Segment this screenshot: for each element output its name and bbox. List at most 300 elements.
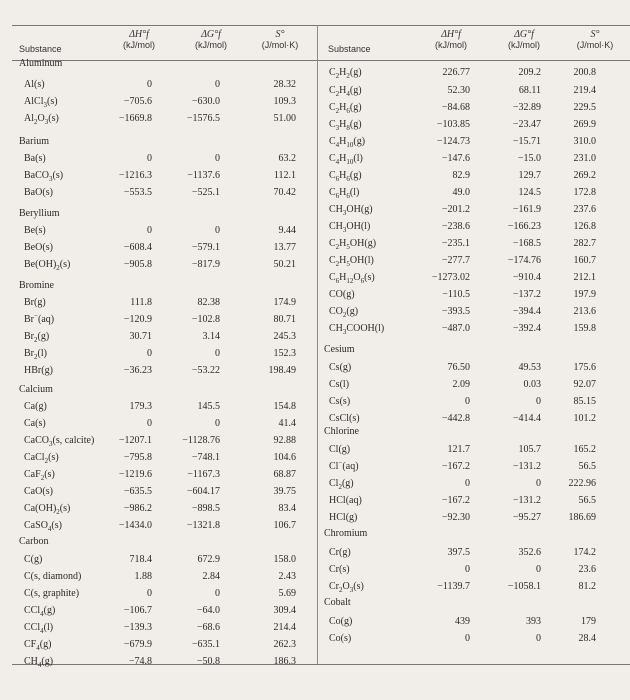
delta-g-value: 0 — [536, 633, 541, 644]
delta-h-value: 76.50 — [447, 362, 470, 373]
entropy-value: 50.21 — [273, 259, 296, 270]
header-dh-unit: (kJ/mol) — [435, 40, 467, 50]
substance-name: HBr(g) — [24, 365, 53, 376]
delta-g-value: 0 — [215, 153, 220, 164]
entropy-value: 214.4 — [273, 622, 296, 633]
substance-name: $C_2H_5OH(l)$ — [329, 255, 374, 268]
table-row — [0, 563, 630, 577]
delta-h-value: −1273.02 — [431, 272, 470, 283]
delta-g-value: 0 — [215, 225, 220, 236]
entropy-value: 200.8 — [573, 67, 596, 78]
table-row — [0, 152, 630, 166]
substance-name: C(g) — [24, 554, 43, 565]
entropy-value: 165.2 — [573, 444, 596, 455]
substance-name: Cr(g) — [329, 547, 351, 558]
delta-h-value: −103.85 — [436, 119, 470, 130]
substance-name: CaCl$_2$(s) — [24, 452, 59, 465]
substance-name: $CH_3OH(l)$ — [329, 221, 371, 234]
delta-g-value: −95.27 — [512, 512, 541, 523]
header-dh-right — [424, 29, 478, 51]
entropy-value: 2.43 — [278, 571, 296, 582]
delta-h-value: 121.7 — [447, 444, 470, 455]
delta-h-value: 82.9 — [452, 170, 470, 181]
table-row — [0, 460, 630, 474]
delta-g-value: −131.2 — [512, 495, 541, 506]
entropy-value: 186.3 — [273, 656, 296, 667]
entropy-value: 269.2 — [573, 170, 596, 181]
delta-g-value: −1167.3 — [187, 469, 220, 480]
table-row — [0, 271, 630, 285]
delta-h-value: −106.7 — [123, 605, 152, 616]
entropy-value: 41.4 — [278, 418, 296, 429]
delta-g-value: 105.7 — [518, 444, 541, 455]
substance-name: $CF_4(g)$ — [24, 639, 52, 652]
table-row — [0, 580, 630, 594]
substance-name: $Br_2(g)$ — [24, 331, 50, 344]
entropy-value: 68.87 — [273, 469, 296, 480]
substance-name: Ca(g) — [24, 401, 47, 412]
delta-h-value: 30.71 — [129, 331, 152, 342]
delta-h-value: −36.23 — [123, 365, 152, 376]
delta-h-value: −705.6 — [123, 96, 152, 107]
delta-g-value: 129.7 — [518, 170, 541, 181]
substance-name: CaSO$_4$(s) — [24, 520, 63, 533]
delta-g-value: −1321.8 — [186, 520, 220, 531]
entropy-value: 309.4 — [273, 605, 296, 616]
delta-g-value: −50.8 — [196, 656, 220, 667]
entropy-value: 63.2 — [278, 153, 296, 164]
delta-h-value: −120.9 — [123, 314, 152, 325]
entropy-value: 231.0 — [573, 153, 596, 164]
delta-g-value: 3.14 — [202, 331, 220, 342]
category-label: Bromine — [19, 280, 54, 291]
delta-h-value: −553.5 — [123, 187, 152, 198]
delta-g-value: −392.4 — [512, 323, 541, 334]
header-dh-unit: (kJ/mol) — [123, 40, 155, 50]
substance-name: $Ca(OH)_2(s)$ — [24, 503, 71, 516]
delta-h-value: 0 — [147, 348, 152, 359]
delta-h-value: 439 — [455, 616, 470, 627]
substance-name: $C_3H_8(g)$ — [329, 119, 362, 132]
delta-h-value: 0 — [465, 478, 470, 489]
delta-h-value: 0 — [147, 153, 152, 164]
table-row — [0, 305, 630, 319]
category-label: Cobalt — [324, 597, 351, 608]
delta-h-value: −147.6 — [441, 153, 470, 164]
delta-g-value: −748.1 — [191, 452, 220, 463]
substance-name: CCl$_4$(g) — [24, 605, 56, 618]
substance-name: $C_6H_6(l)$ — [329, 187, 360, 200]
substance-name: $Be(OH)_2(s)$ — [24, 259, 71, 272]
substance-name: CsCl(s) — [329, 413, 360, 424]
delta-h-value: 397.5 — [447, 547, 470, 558]
delta-h-value: −635.5 — [123, 486, 152, 497]
delta-h-value: 0 — [147, 225, 152, 236]
entropy-value: 175.6 — [573, 362, 596, 373]
substance-name: Be(s) — [24, 225, 46, 236]
entropy-value: 92.88 — [273, 435, 296, 446]
table-row — [0, 632, 630, 646]
table-row — [0, 288, 630, 302]
delta-h-value: −238.6 — [441, 221, 470, 232]
delta-h-value: 0 — [465, 396, 470, 407]
category-row — [0, 425, 630, 439]
delta-h-value: −905.8 — [123, 259, 152, 270]
substance-name: $C_2H_6(g)$ — [329, 102, 362, 115]
substance-name: $C_2H_5OH(g)$ — [329, 238, 377, 251]
delta-g-value: −414.4 — [512, 413, 541, 424]
entropy-value: 174.2 — [573, 547, 596, 558]
header-s-unit: (J/mol·K) — [261, 40, 299, 50]
delta-g-value: −64.0 — [196, 605, 220, 616]
delta-h-value: −986.2 — [123, 503, 152, 514]
delta-h-value: 2.09 — [452, 379, 470, 390]
table-row — [0, 511, 630, 525]
entropy-value: 85.15 — [573, 396, 596, 407]
entropy-value: 152.3 — [273, 348, 296, 359]
substance-name: CaO(s) — [24, 486, 53, 497]
delta-g-value: −817.9 — [191, 259, 220, 270]
delta-h-value: 111.8 — [130, 297, 152, 308]
delta-h-value: −1207.1 — [118, 435, 152, 446]
entropy-value: 56.5 — [578, 495, 596, 506]
table-row — [0, 395, 630, 409]
delta-g-value: −15.0 — [517, 153, 541, 164]
header-dg-symbol: ΔG°f — [201, 29, 221, 40]
delta-h-value: −277.7 — [441, 255, 470, 266]
category-label: Chlorine — [324, 426, 359, 437]
category-row — [0, 596, 630, 610]
category-label: Barium — [19, 136, 49, 147]
entropy-value: 112.1 — [273, 170, 296, 181]
header-dg-symbol: ΔG°f — [514, 29, 534, 40]
substance-name: $CO_2(g)$ — [329, 306, 359, 319]
header-dg-unit: (kJ/mol) — [195, 40, 227, 50]
entropy-value: 56.5 — [578, 461, 596, 472]
delta-g-value: 352.6 — [518, 547, 541, 558]
entropy-value: 237.6 — [573, 204, 596, 215]
delta-g-value: −1137.6 — [187, 170, 220, 181]
substance-name: $Cl_2(g)$ — [329, 478, 354, 491]
header-dh-symbol: ΔH°f — [129, 29, 149, 40]
table-row — [0, 412, 630, 426]
substance-name: BaCO$_3$(s) — [24, 170, 64, 183]
delta-h-value: −235.1 — [441, 238, 470, 249]
entropy-value: 229.5 — [573, 102, 596, 113]
entropy-value: 269.9 — [573, 119, 596, 130]
delta-g-value: −604.17 — [186, 486, 220, 497]
delta-h-value: −442.8 — [441, 413, 470, 424]
delta-g-value: −68.6 — [196, 622, 220, 633]
entropy-value: 197.9 — [573, 289, 596, 300]
entropy-value: 154.8 — [273, 401, 296, 412]
delta-g-value: 82.38 — [197, 297, 220, 308]
entropy-value: 126.8 — [573, 221, 596, 232]
category-label: Beryllium — [19, 208, 60, 219]
delta-g-value: −137.2 — [512, 289, 541, 300]
delta-g-value: −525.1 — [191, 187, 220, 198]
delta-h-value: 0 — [465, 564, 470, 575]
header-s-symbol: S° — [275, 29, 285, 40]
delta-g-value: −102.8 — [191, 314, 220, 325]
delta-h-value: −679.9 — [123, 639, 152, 650]
delta-h-value: −124.73 — [436, 136, 470, 147]
substance-name: Cs(g) — [329, 362, 352, 373]
delta-g-value: −131.2 — [512, 461, 541, 472]
substance-name: Cl−(aq) — [329, 458, 359, 472]
delta-h-value: 0 — [465, 633, 470, 644]
header-dh-left — [112, 29, 166, 51]
category-label: Cesium — [324, 344, 355, 355]
substance-name: Al(s) — [24, 79, 45, 90]
header-s-left — [250, 29, 310, 51]
delta-g-value: −168.5 — [512, 238, 541, 249]
delta-h-value: 0 — [147, 418, 152, 429]
table-row — [0, 237, 630, 251]
entropy-value: 160.7 — [573, 255, 596, 266]
table-row — [0, 494, 630, 508]
substance-name: HCl(g) — [329, 512, 358, 523]
entropy-value: 179 — [581, 616, 596, 627]
entropy-value: 212.1 — [573, 272, 596, 283]
delta-h-value: −74.8 — [128, 656, 152, 667]
delta-g-value: −174.76 — [507, 255, 541, 266]
substance-name: CaCO$_3$(s, calcite) — [24, 435, 95, 448]
entropy-value: 159.8 — [573, 323, 596, 334]
substance-name: $C_6H_{12}O_6(s)$ — [329, 272, 375, 285]
entropy-value: 109.3 — [273, 96, 296, 107]
delta-g-value: −15.71 — [512, 136, 541, 147]
entropy-value: 101.2 — [573, 413, 596, 424]
delta-g-value: −898.5 — [191, 503, 220, 514]
table-row — [0, 378, 630, 392]
category-row — [0, 527, 630, 541]
delta-h-value: −1139.7 — [437, 581, 470, 592]
delta-h-value: −487.0 — [441, 323, 470, 334]
delta-g-value: 209.2 — [518, 67, 541, 78]
entropy-value: 83.4 — [278, 503, 296, 514]
entropy-value: 198.49 — [268, 365, 296, 376]
substance-name: $C_2H_2(g)$ — [329, 67, 362, 80]
delta-h-value: 1.88 — [134, 571, 152, 582]
substance-name: Cs(l) — [329, 379, 350, 390]
entropy-value: 186.69 — [568, 512, 596, 523]
entropy-value: 219.4 — [573, 85, 596, 96]
substance-name: $C_2H_4(g)$ — [329, 85, 362, 98]
entropy-value: 245.3 — [273, 331, 296, 342]
delta-h-value: −608.4 — [123, 242, 152, 253]
category-label: Chromium — [324, 528, 368, 539]
substance-name: $CH_4(g)$ — [24, 656, 54, 669]
delta-g-value: 672.9 — [197, 554, 220, 565]
delta-g-value: −635.1 — [191, 639, 220, 650]
delta-g-value: 124.5 — [518, 187, 541, 198]
substance-name: BaO(s) — [24, 187, 53, 198]
delta-g-value: −161.9 — [512, 204, 541, 215]
delta-g-value: −23.47 — [512, 119, 541, 130]
substance-name: C(s, graphite) — [24, 588, 80, 599]
delta-g-value: 49.53 — [518, 362, 541, 373]
entropy-value: 39.75 — [273, 486, 296, 497]
delta-g-value: 68.11 — [518, 85, 541, 96]
entropy-value: 28.4 — [578, 633, 596, 644]
substance-name: CO(g) — [329, 289, 355, 300]
delta-g-value: 0 — [215, 79, 220, 90]
substance-name: Ca(s) — [24, 418, 46, 429]
table-row — [0, 615, 630, 629]
table-row — [0, 546, 630, 560]
delta-g-value: 145.5 — [197, 401, 220, 412]
substance-name: CCl$_4$(l) — [24, 622, 54, 635]
delta-g-value: 393 — [526, 616, 541, 627]
table-row — [0, 169, 630, 183]
delta-h-value: −110.5 — [442, 289, 470, 300]
table-row — [0, 361, 630, 375]
delta-g-value: −166.23 — [507, 221, 541, 232]
substance-name: Co(s) — [329, 633, 352, 644]
table-row — [0, 443, 630, 457]
entropy-value: 106.7 — [273, 520, 296, 531]
category-row — [0, 343, 630, 357]
table-row — [0, 186, 630, 200]
entropy-value: 158.0 — [273, 554, 296, 565]
category-label: Aluminum — [19, 58, 63, 69]
delta-h-value: 52.30 — [447, 85, 470, 96]
delta-g-value: 0.03 — [523, 379, 541, 390]
table-row — [0, 101, 630, 115]
substance-name: Cs(s) — [329, 396, 351, 407]
table-row — [0, 118, 630, 132]
substance-name: $CH_3COOH(l)$ — [329, 323, 385, 336]
entropy-value: 174.9 — [273, 297, 296, 308]
substance-name: $Br_2(l)$ — [24, 348, 47, 361]
entropy-value: 28.32 — [273, 79, 296, 90]
delta-g-value: 0 — [215, 418, 220, 429]
substance-name: C(s, diamond) — [24, 571, 82, 582]
delta-h-value: 0 — [147, 79, 152, 90]
delta-h-value: −84.68 — [441, 102, 470, 113]
entropy-value: 262.3 — [273, 639, 296, 650]
substance-name: CaF$_2$(s) — [24, 469, 55, 482]
table-row — [0, 322, 630, 336]
delta-h-value: −201.2 — [441, 204, 470, 215]
delta-h-value: 0 — [147, 588, 152, 599]
category-label: Calcium — [19, 384, 53, 395]
substance-name: Br(g) — [24, 297, 46, 308]
delta-h-value: 718.4 — [129, 554, 152, 565]
entropy-value: 282.7 — [573, 238, 596, 249]
delta-h-value: −167.2 — [441, 495, 470, 506]
substance-name: HCl(aq) — [329, 495, 362, 506]
table-row — [0, 477, 630, 491]
substance-name: Ba(s) — [24, 153, 46, 164]
header-dg-left — [184, 29, 238, 51]
substance-name: $C_4H_{10}(l)$ — [329, 153, 363, 166]
delta-h-value: −393.5 — [441, 306, 470, 317]
header-dg-right — [497, 29, 551, 51]
table-row — [0, 66, 630, 80]
delta-g-value: 0 — [536, 478, 541, 489]
header-s-right — [563, 29, 627, 51]
header-dg-unit: (kJ/mol) — [508, 40, 540, 50]
substance-name: Br−(aq) — [24, 311, 55, 325]
substance-name: $C_4H_{10}(g)$ — [329, 136, 366, 149]
substance-name: BeO(s) — [24, 242, 53, 253]
delta-g-value: −32.89 — [512, 102, 541, 113]
entropy-value: 172.8 — [573, 187, 596, 198]
delta-g-value: 0 — [215, 348, 220, 359]
delta-h-value: 49.0 — [452, 187, 470, 198]
table-row — [0, 655, 630, 669]
delta-g-value: 0 — [536, 564, 541, 575]
delta-h-value: −139.3 — [123, 622, 152, 633]
delta-h-value: −1669.8 — [118, 113, 152, 124]
table-row — [0, 84, 630, 98]
entropy-value: 104.6 — [273, 452, 296, 463]
entropy-value: 92.07 — [573, 379, 596, 390]
substance-name: Cr(s) — [329, 564, 350, 575]
delta-g-value: −53.22 — [191, 365, 220, 376]
header-substance-right: Substance — [328, 44, 371, 54]
entropy-value: 9.44 — [278, 225, 296, 236]
delta-h-value: −1219.6 — [118, 469, 152, 480]
substance-name: $Cr_2O_3(s)$ — [329, 581, 364, 594]
header-dh-symbol: ΔH°f — [441, 29, 461, 40]
delta-g-value: −910.4 — [512, 272, 541, 283]
category-label: Carbon — [19, 536, 49, 547]
delta-g-value: −1128.76 — [182, 435, 220, 446]
delta-h-value: −1216.3 — [118, 170, 152, 181]
delta-g-value: −1058.1 — [507, 581, 541, 592]
table-row — [0, 135, 630, 149]
substance-name: AlCl$_3$(s) — [24, 96, 58, 109]
delta-g-value: −394.4 — [512, 306, 541, 317]
entropy-value: 70.42 — [273, 187, 296, 198]
entropy-value: 80.71 — [273, 314, 296, 325]
substance-name: $CH_3OH(g)$ — [329, 204, 373, 217]
entropy-value: 5.69 — [278, 588, 296, 599]
substance-name: Co(g) — [329, 616, 353, 627]
table-row — [0, 203, 630, 217]
delta-g-value: 2.84 — [202, 571, 220, 582]
entropy-value: 81.2 — [578, 581, 596, 592]
delta-g-value: −579.1 — [191, 242, 220, 253]
entropy-value: 213.6 — [573, 306, 596, 317]
header-s-unit: (J/mol·K) — [576, 40, 614, 50]
table-top-rule — [12, 25, 630, 26]
entropy-value: 310.0 — [573, 136, 596, 147]
substance-name: $Al_2O_3(s)$ — [24, 113, 59, 126]
substance-name: $C_6H_6(g)$ — [329, 170, 362, 183]
table-row — [0, 254, 630, 268]
delta-g-value: −1576.5 — [186, 113, 220, 124]
delta-h-value: −167.2 — [441, 461, 470, 472]
header-substance-left: Substance — [19, 44, 62, 54]
delta-g-value: 0 — [536, 396, 541, 407]
entropy-value: 222.96 — [568, 478, 596, 489]
delta-g-value: −630.0 — [191, 96, 220, 107]
table-row — [0, 220, 630, 234]
header-s-symbol: S° — [590, 29, 600, 40]
substance-name: Cl(g) — [329, 444, 351, 455]
delta-h-value: −795.8 — [123, 452, 152, 463]
entropy-value: 13.77 — [273, 242, 296, 253]
entropy-value: 23.6 — [578, 564, 596, 575]
delta-g-value: 0 — [215, 588, 220, 599]
delta-h-value: 179.3 — [129, 401, 152, 412]
delta-h-value: −92.30 — [441, 512, 470, 523]
delta-h-value: −1434.0 — [118, 520, 152, 531]
